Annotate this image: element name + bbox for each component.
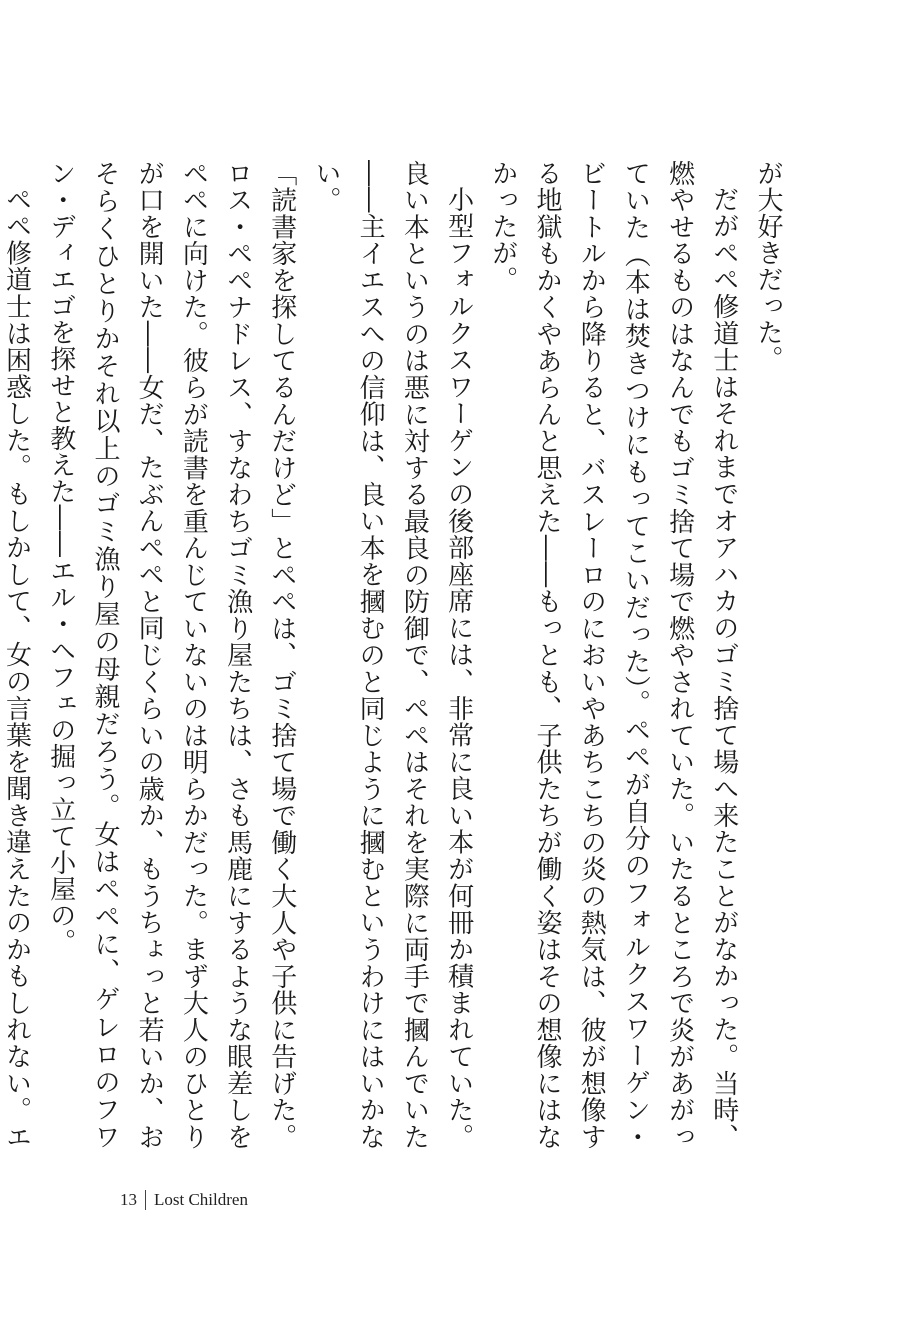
- page-footer: [120, 1188, 248, 1212]
- vertical-body-text: [1, 160, 790, 1151]
- page-number: 13: [120, 1190, 137, 1209]
- paragraph-2: だがペペ修道士はそれまでオアハカのゴミ捨て場へ来たことがなかった。当時、燃やせるものはなんでもゴミ捨て場で燃やされていた。いたるところで炎があがっていた（本は焚きつけにもってこいだった）。ペペが自分のフォルクスワーゲン・ビートルから降りると、バスレーロのにおいやあちこちの炎の熱気は、彼が想像する地獄もかくやあらんと思えた――もっとも、子供たちが働く姿はその想像にはなかったが。: [487, 160, 739, 1151]
- paragraph-1: が大好きだった。: [753, 160, 783, 372]
- paragraph-3: 小型フォルクスワーゲンの後部座席には、非常に良い本が何冊か積まれていた。良い本というのは悪に対する最良の防御で、ペペはそれを実際に両手で摑んでいた――主イエスへの信仰は、良い本を摑むのと同じように摑むというわけにはいかない。: [310, 160, 474, 1150]
- paragraph-5: ペペ修道士は困惑した。もしかして、女の言葉を聞き違えたのかもしれない。エ: [1, 186, 32, 1150]
- footer-divider: [145, 1190, 146, 1210]
- running-title: Lost Children: [154, 1190, 248, 1209]
- paragraph-4: 「読書家を探してるんだけど」とペペは、ゴミ捨て場で働く大人や子供に告げた。ロス・ペペナドレス、すなわちゴミ漁り屋たちは、さも馬鹿にするような眼差しをペペに向けた。彼らが読書を重んじていないのは明らかだった。まず大人のひとりが口を開いた――女だ、たぶんペペと同じくらいの歳か、もうちょっと若いか、おそらくひとりかそれ以上のゴミ漁り屋の母親だろう。女はペペに、ゲレロのフワン・ディエゴを探せと教えた――エル・ヘフェの掘っ立て小屋の。: [45, 160, 297, 1151]
